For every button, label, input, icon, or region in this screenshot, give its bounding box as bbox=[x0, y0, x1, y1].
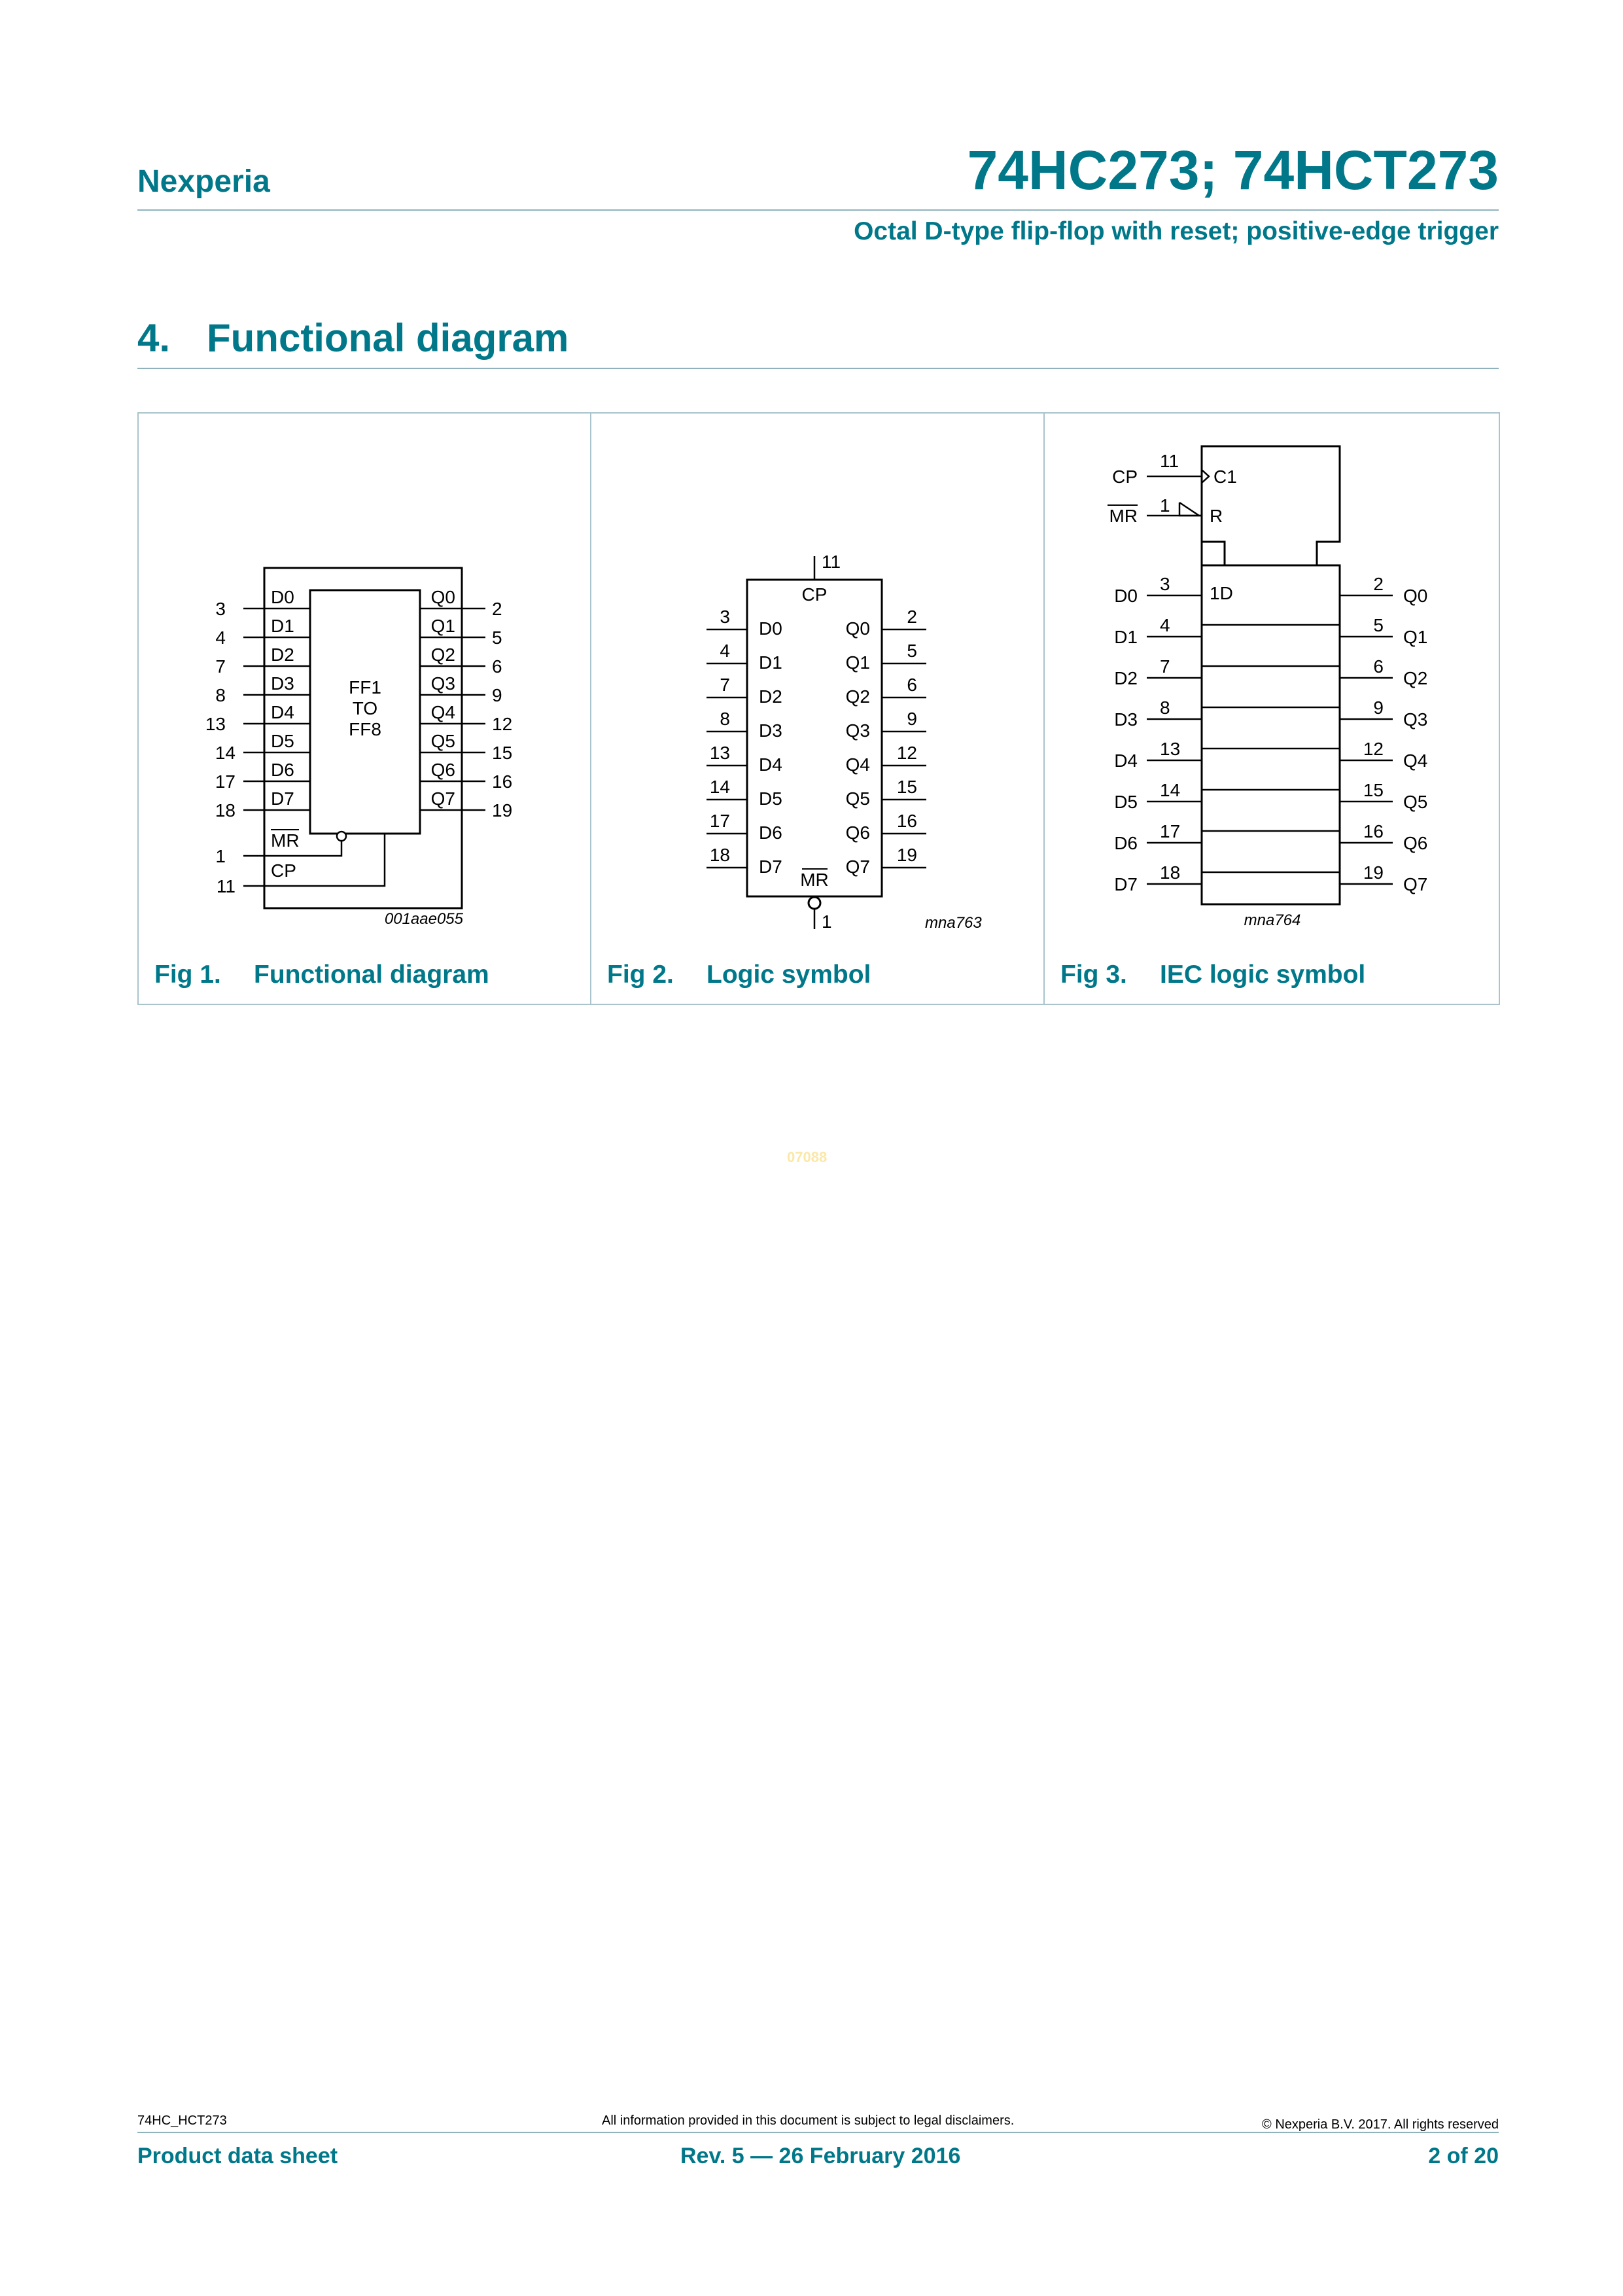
input-pin-number: 8 bbox=[720, 709, 730, 729]
footer-disclaimer: All information provided in this document is subject to legal disclaimers. bbox=[602, 2113, 1015, 2128]
output-pin-number: 5 bbox=[492, 627, 502, 648]
part-number-title: 74HC273; 74HCT273 bbox=[967, 139, 1499, 201]
figure-number: Fig 3. bbox=[1060, 961, 1127, 989]
mr-inversion-bubble bbox=[809, 897, 820, 909]
input-pin-number: 3 bbox=[720, 607, 730, 627]
output-pin-number: 9 bbox=[492, 685, 502, 705]
c1-label: C1 bbox=[1213, 467, 1237, 487]
brand-name: Nexperia bbox=[137, 164, 270, 199]
footer-doc-type: Product data sheet bbox=[137, 2144, 338, 2168]
inversion-bubble bbox=[337, 832, 346, 841]
input-label: D6 bbox=[759, 822, 782, 843]
storage-block bbox=[1202, 565, 1340, 904]
input-label: D0 bbox=[1114, 586, 1138, 606]
figure-caption bbox=[154, 961, 489, 989]
output-pin-number: 12 bbox=[1363, 739, 1384, 759]
figure-code: mna764 bbox=[1244, 911, 1301, 929]
input-label: D3 bbox=[271, 673, 294, 694]
input-label: D4 bbox=[759, 754, 782, 775]
output-label: Q7 bbox=[845, 857, 870, 877]
cp-label: CP bbox=[801, 584, 828, 605]
output-label: Q0 bbox=[845, 618, 870, 639]
input-label: D1 bbox=[1114, 627, 1138, 647]
input-pin-number: 3 bbox=[1160, 574, 1170, 594]
output-pin-number: 16 bbox=[492, 771, 513, 792]
output-label: Q5 bbox=[430, 731, 455, 751]
output-pin-number: 5 bbox=[907, 641, 917, 661]
figure-code: mna763 bbox=[925, 914, 982, 932]
output-label: Q7 bbox=[430, 788, 455, 809]
footer-rule bbox=[137, 2132, 1499, 2133]
output-pin-number: 12 bbox=[896, 743, 917, 763]
output-label: Q3 bbox=[845, 720, 870, 741]
input-label: D6 bbox=[1114, 833, 1138, 853]
input-pin-number: 3 bbox=[215, 599, 226, 619]
output-label: Q4 bbox=[430, 702, 455, 722]
footer-copyright: © Nexperia B.V. 2017. All rights reserved bbox=[1262, 2117, 1499, 2132]
output-label: Q2 bbox=[845, 686, 870, 707]
output-pin-number: 15 bbox=[1363, 780, 1384, 800]
output-label: Q1 bbox=[430, 616, 455, 636]
output-pin-number: 12 bbox=[492, 714, 513, 734]
input-pin-number: 13 bbox=[1160, 739, 1181, 759]
input-pin-number: 8 bbox=[215, 685, 226, 705]
output-pin-number: 6 bbox=[907, 675, 917, 695]
input-pin-number: 14 bbox=[709, 777, 730, 797]
output-pin-number: 5 bbox=[1373, 615, 1384, 635]
input-label: D4 bbox=[271, 702, 294, 722]
mr-label: MR bbox=[271, 830, 300, 851]
input-label: D3 bbox=[759, 720, 782, 741]
output-pin-number: 6 bbox=[492, 656, 502, 677]
output-label: Q1 bbox=[845, 652, 870, 673]
input-pin-number: 17 bbox=[709, 811, 730, 831]
input-pin-number: 7 bbox=[720, 675, 730, 695]
input-label: D0 bbox=[271, 587, 294, 607]
output-label: Q5 bbox=[845, 788, 870, 809]
watermark-text: 07088 bbox=[787, 1149, 828, 1165]
output-pin-number: 6 bbox=[1373, 656, 1384, 677]
section-number: 4. bbox=[137, 316, 171, 360]
output-pin-number: 19 bbox=[896, 845, 917, 865]
output-label: Q7 bbox=[1403, 874, 1428, 894]
input-label: D2 bbox=[271, 645, 294, 665]
mr-label: MR bbox=[800, 870, 829, 890]
output-label: Q4 bbox=[1403, 751, 1428, 771]
figure-number: Fig 1. bbox=[154, 961, 221, 989]
figure-caption bbox=[1060, 961, 1365, 989]
input-label: D2 bbox=[1114, 668, 1138, 688]
input-label: D4 bbox=[1114, 751, 1138, 771]
functional-diagram-figure bbox=[139, 414, 590, 950]
output-label: Q6 bbox=[845, 822, 870, 843]
header-rule bbox=[137, 209, 1499, 211]
cp-pin: 11 bbox=[822, 552, 841, 572]
output-pin-number: 2 bbox=[1373, 574, 1384, 594]
output-label: Q3 bbox=[1403, 709, 1428, 730]
section-heading bbox=[137, 315, 568, 361]
figure-title: IEC logic symbol bbox=[1160, 961, 1366, 989]
input-pin-number: 4 bbox=[1160, 615, 1170, 635]
input-pin-number: 18 bbox=[1160, 862, 1181, 883]
input-label: D5 bbox=[271, 731, 294, 751]
input-pin-number: 13 bbox=[709, 743, 730, 763]
figure-caption bbox=[607, 961, 871, 989]
input-label: D7 bbox=[1114, 874, 1138, 894]
output-pin-number: 15 bbox=[492, 743, 513, 763]
mr-pin: 1 bbox=[822, 911, 832, 932]
figure-title: Logic symbol bbox=[707, 961, 871, 989]
output-pin-number: 2 bbox=[492, 599, 502, 619]
input-pin-number: 4 bbox=[215, 627, 226, 648]
iec-logic-symbol-figure bbox=[1045, 414, 1497, 950]
input-pin-number: 17 bbox=[215, 771, 236, 792]
input-pin-number: 7 bbox=[215, 656, 226, 677]
input-label: D1 bbox=[759, 652, 782, 673]
output-pin-number: 16 bbox=[896, 811, 917, 831]
input-pin-number: 13 bbox=[205, 714, 226, 734]
mr-pin: 1 bbox=[215, 846, 226, 866]
output-label: Q1 bbox=[1403, 627, 1428, 647]
output-label: Q3 bbox=[430, 673, 455, 694]
output-label: Q6 bbox=[1403, 833, 1428, 853]
logic-symbol-figure bbox=[591, 414, 1043, 950]
mr-pin: 1 bbox=[1160, 495, 1170, 516]
ff-label-line: TO bbox=[352, 698, 378, 718]
output-label: Q0 bbox=[1403, 586, 1428, 606]
input-label: D5 bbox=[759, 788, 782, 809]
output-pin-number: 16 bbox=[1363, 821, 1384, 841]
output-label: Q4 bbox=[845, 754, 870, 775]
footer-doc-id: 74HC_HCT273 bbox=[137, 2113, 227, 2128]
mr-label: MR bbox=[1109, 506, 1138, 526]
clock-edge-marker bbox=[1202, 470, 1209, 483]
1d-label: 1D bbox=[1210, 583, 1233, 603]
ff-label-line: FF1 bbox=[349, 677, 381, 698]
input-label: D7 bbox=[271, 788, 294, 809]
input-pin-number: 18 bbox=[709, 845, 730, 865]
output-pin-number: 15 bbox=[896, 777, 917, 797]
section-title: Functional diagram bbox=[207, 316, 569, 360]
output-pin-number: 19 bbox=[1363, 862, 1384, 883]
footer-page-number: 2 of 20 bbox=[1428, 2144, 1499, 2168]
cp-pin: 11 bbox=[216, 876, 236, 896]
input-label: D7 bbox=[759, 857, 782, 877]
cp-label: CP bbox=[1112, 467, 1138, 487]
r-label: R bbox=[1210, 506, 1223, 526]
part-subtitle: Octal D-type flip-flop with reset; positive-edge trigger bbox=[854, 217, 1499, 245]
output-label: Q2 bbox=[1403, 668, 1428, 688]
input-pin-number: 18 bbox=[215, 800, 236, 821]
output-pin-number: 19 bbox=[492, 800, 513, 821]
output-pin-number: 9 bbox=[1373, 698, 1384, 718]
figure-code: 001aae055 bbox=[384, 910, 463, 928]
input-pin-number: 14 bbox=[1160, 780, 1181, 800]
output-label: Q0 bbox=[430, 587, 455, 607]
figure-title: Functional diagram bbox=[254, 961, 489, 989]
ff-label-line: FF8 bbox=[349, 719, 381, 739]
figure-number: Fig 2. bbox=[607, 961, 674, 989]
input-pin-number: 14 bbox=[215, 743, 236, 763]
input-label: D3 bbox=[1114, 709, 1138, 730]
section-rule bbox=[137, 368, 1499, 369]
input-pin-number: 7 bbox=[1160, 656, 1170, 677]
input-pin-number: 8 bbox=[1160, 698, 1170, 718]
input-pin-number: 4 bbox=[720, 641, 730, 661]
input-label: D2 bbox=[759, 686, 782, 707]
cp-pin: 11 bbox=[1160, 451, 1179, 471]
output-label: Q2 bbox=[430, 645, 455, 665]
input-label: D1 bbox=[271, 616, 294, 636]
output-pin-number: 9 bbox=[907, 709, 917, 729]
output-label: Q6 bbox=[430, 760, 455, 780]
input-pin-number: 17 bbox=[1160, 821, 1181, 841]
output-label: Q5 bbox=[1403, 792, 1428, 812]
output-pin-number: 2 bbox=[907, 607, 917, 627]
footer-revision: Rev. 5 — 26 February 2016 bbox=[680, 2144, 961, 2168]
cp-label: CP bbox=[271, 860, 296, 881]
input-label: D5 bbox=[1114, 792, 1138, 812]
input-label: D6 bbox=[271, 760, 294, 780]
input-label: D0 bbox=[759, 618, 782, 639]
